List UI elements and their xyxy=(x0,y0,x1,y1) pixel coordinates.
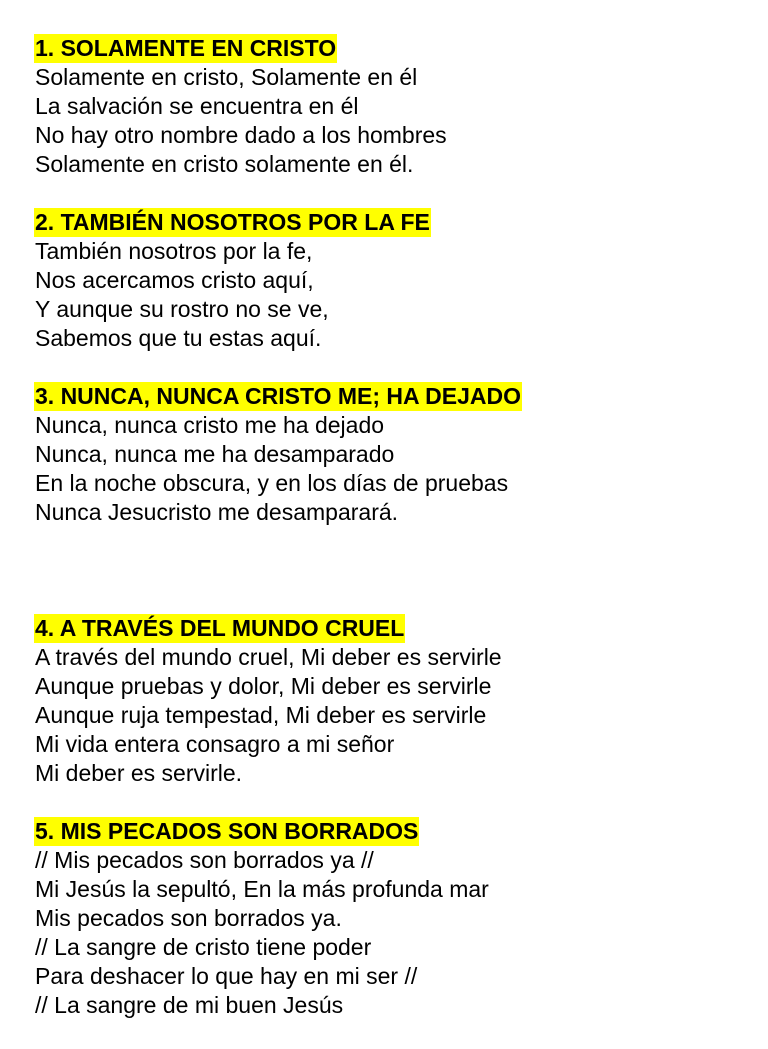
song-5 xyxy=(35,817,748,1020)
lyric-line: A través del mundo cruel, Mi deber es servirle xyxy=(35,644,502,670)
lyric-line: Mi deber es servirle. xyxy=(35,760,243,786)
lyric-line: Nunca, nunca me ha desamparado xyxy=(35,441,395,467)
song-title: 4. A TRAVÉS DEL MUNDO CRUEL xyxy=(35,615,405,641)
song-2 xyxy=(35,208,748,353)
lyric-line: No hay otro nombre dado a los hombres xyxy=(35,122,447,148)
lyric-line: Para deshacer lo que hay en mi ser // xyxy=(35,963,418,989)
song-3 xyxy=(35,382,748,527)
lyric-line: Mi vida entera consagro a mi señor xyxy=(35,731,395,757)
song-title: 2. TAMBIÉN NOSOTROS POR LA FE xyxy=(35,209,430,235)
song-1 xyxy=(35,34,748,179)
lyric-line: Nos acercamos cristo aquí, xyxy=(35,267,314,293)
lyric-line: Solamente en cristo, Solamente en él xyxy=(35,64,418,90)
lyric-line: Sabemos que tu estas aquí. xyxy=(35,325,322,351)
lyric-line: Mis pecados son borrados ya. xyxy=(35,905,342,931)
song-title: 3. NUNCA, NUNCA CRISTO ME; HA DEJADO xyxy=(35,383,522,409)
song-title: 1. SOLAMENTE EN CRISTO xyxy=(35,35,337,61)
lyric-line: Solamente en cristo solamente en él. xyxy=(35,151,414,177)
lyric-line: La salvación se encuentra en él xyxy=(35,93,359,119)
lyric-line: Aunque pruebas y dolor, Mi deber es servirle xyxy=(35,673,492,699)
song-4 xyxy=(35,614,748,788)
lyric-line: // La sangre de mi buen Jesús xyxy=(35,992,344,1018)
lyrics-document xyxy=(35,34,748,1049)
lyric-line: En la noche obscura, y en los días de pruebas xyxy=(35,470,509,496)
lyric-line: // La sangre de cristo tiene poder xyxy=(35,934,372,960)
lyric-line: Nunca Jesucristo me desamparará. xyxy=(35,499,399,525)
lyric-line: Mi Jesús la sepultó, En la más profunda mar xyxy=(35,876,489,902)
lyric-line: Nunca, nunca cristo me ha dejado xyxy=(35,412,385,438)
lyric-line: También nosotros por la fe, xyxy=(35,238,313,264)
lyric-line: Aunque ruja tempestad, Mi deber es servirle xyxy=(35,702,487,728)
lyric-line: Y aunque su rostro no se ve, xyxy=(35,296,329,322)
lyric-line: // Mis pecados son borrados ya // xyxy=(35,847,374,873)
song-title: 5. MIS PECADOS SON BORRADOS xyxy=(35,818,419,844)
